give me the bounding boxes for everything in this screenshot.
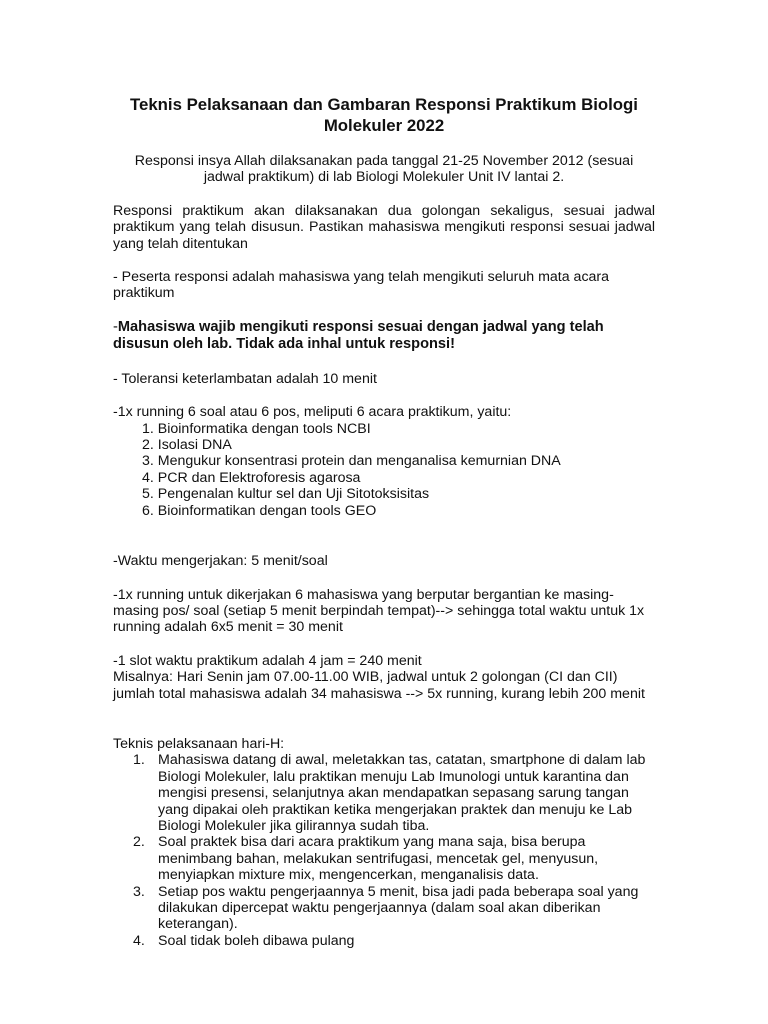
list-number: 2. [133, 834, 145, 851]
wajib-prefix: - [113, 318, 118, 335]
running-intro: -1x running 6 soal atau 6 pos, meliputi 6 acara praktikum, yaitu: [113, 404, 512, 421]
list-item: 1. Bioinformatika dengan tools NCBI [142, 420, 371, 437]
list-item: 3. Mengukur konsentrasi protein dan menganalisa kemurnian DNA [142, 453, 561, 470]
list-item: 2. Isolasi DNA [142, 437, 232, 454]
list-item: 5. Pengenalan kultur sel dan Uji Sitotoksisitas [142, 486, 430, 503]
peserta-paragraph: - Peserta responsi adalah mahasiswa yang telah mengikuti seluruh mata acara praktikum [113, 269, 610, 302]
spacer [113, 536, 655, 553]
list-item: 6. Bioinformatikan dengan tools GEO [142, 502, 377, 519]
wajib-paragraph [113, 319, 655, 354]
list-number: 4. [133, 932, 145, 949]
list-item: 4. PCR dan Elektroforesis agarosa [142, 469, 361, 486]
waktu-paragraph: -Waktu mengerjakan: 5 menit/soal [113, 553, 328, 570]
list-item [113, 752, 655, 834]
list-item [113, 933, 655, 949]
spacer [113, 719, 655, 736]
list-text: Mahasiswa datang di awal, meletakkan tas, catatan, smartphone di dalam lab Biologi Molekuler, lalu praktikan menuju Lab Imunologi untuk karantina dan mengisi presensi, selanjutnya akan mendapatkan sepasang sarung tangan yang dipakai oleh praktikan ketika mengerjakan praktek dan menuju ke Lab Biologi Molekuler jika gilirannya sudah tiba. [158, 752, 646, 834]
running-detail-paragraph: -1x running untuk dikerjakan 6 mahasiswa yang berputar bergantian ke masing-masing pos/ soal (setiap 5 menit berpindah tempat)--> sehingga total waktu untuk 1x running adalah 6x5 menit = 30 menit [113, 586, 645, 636]
list-text: Setiap pos waktu pengerjaannya 5 menit, bisa jadi pada beberapa soal yang dilakukan dipercepat waktu pengerjaannya (dalam soal akan diberikan keterangan). [158, 883, 639, 933]
intro-paragraph: Responsi insya Allah dilaksanakan pada tanggal 21-25 November 2012 (sesuai jadwal praktikum) di lab Biologi Molekuler Unit IV lantai 2. [134, 153, 634, 186]
list-text: Soal praktek bisa dari acara praktikum yang mana saja, bisa berupa menimbang bahan, melakukan sentrifugasi, mencetak gel, menyusun, menyiapkan mixture mix, mengencerkan, menganalisis data. [158, 834, 599, 884]
document-title: Teknis Pelaksanaan dan Gambaran Responsi Praktikum Biologi Molekuler 2022 [130, 95, 638, 135]
toleransi-paragraph: - Toleransi keterlambatan adalah 10 menit [113, 370, 377, 387]
list-number: 1. [133, 752, 145, 769]
teknis-heading: Teknis pelaksanaan hari-H: [113, 735, 285, 752]
document-page [113, 94, 655, 949]
golongan-paragraph: Responsi praktikum akan dilaksanakan dua golongan sekaligus, sesuai jadwal praktikum yang telah disusun. Pastikan mahasiswa mengikuti responsi sesuai jadwal yang telah ditentukan [113, 202, 655, 252]
list-item [113, 834, 655, 883]
list-number: 3. [133, 883, 145, 900]
acara-list [113, 421, 655, 519]
teknis-list [113, 752, 655, 949]
misalnya-paragraph: Misalnya: Hari Senin jam 07.00-11.00 WIB, jadwal untuk 2 golongan (CI dan CII) jumlah total mahasiswa adalah 34 mahasiswa --> 5x running, kurang lebih 200 menit [113, 669, 645, 702]
wajib-text: Mahasiswa wajib mengikuti responsi sesuai dengan jadwal yang telah disusun oleh lab. Tidak ada inhal untuk responsi! [113, 318, 604, 353]
list-item [113, 884, 655, 933]
list-text: Soal tidak boleh dibawa pulang [158, 932, 355, 949]
slot-paragraph: -1 slot waktu praktikum adalah 4 jam = 240 menit [113, 652, 422, 669]
